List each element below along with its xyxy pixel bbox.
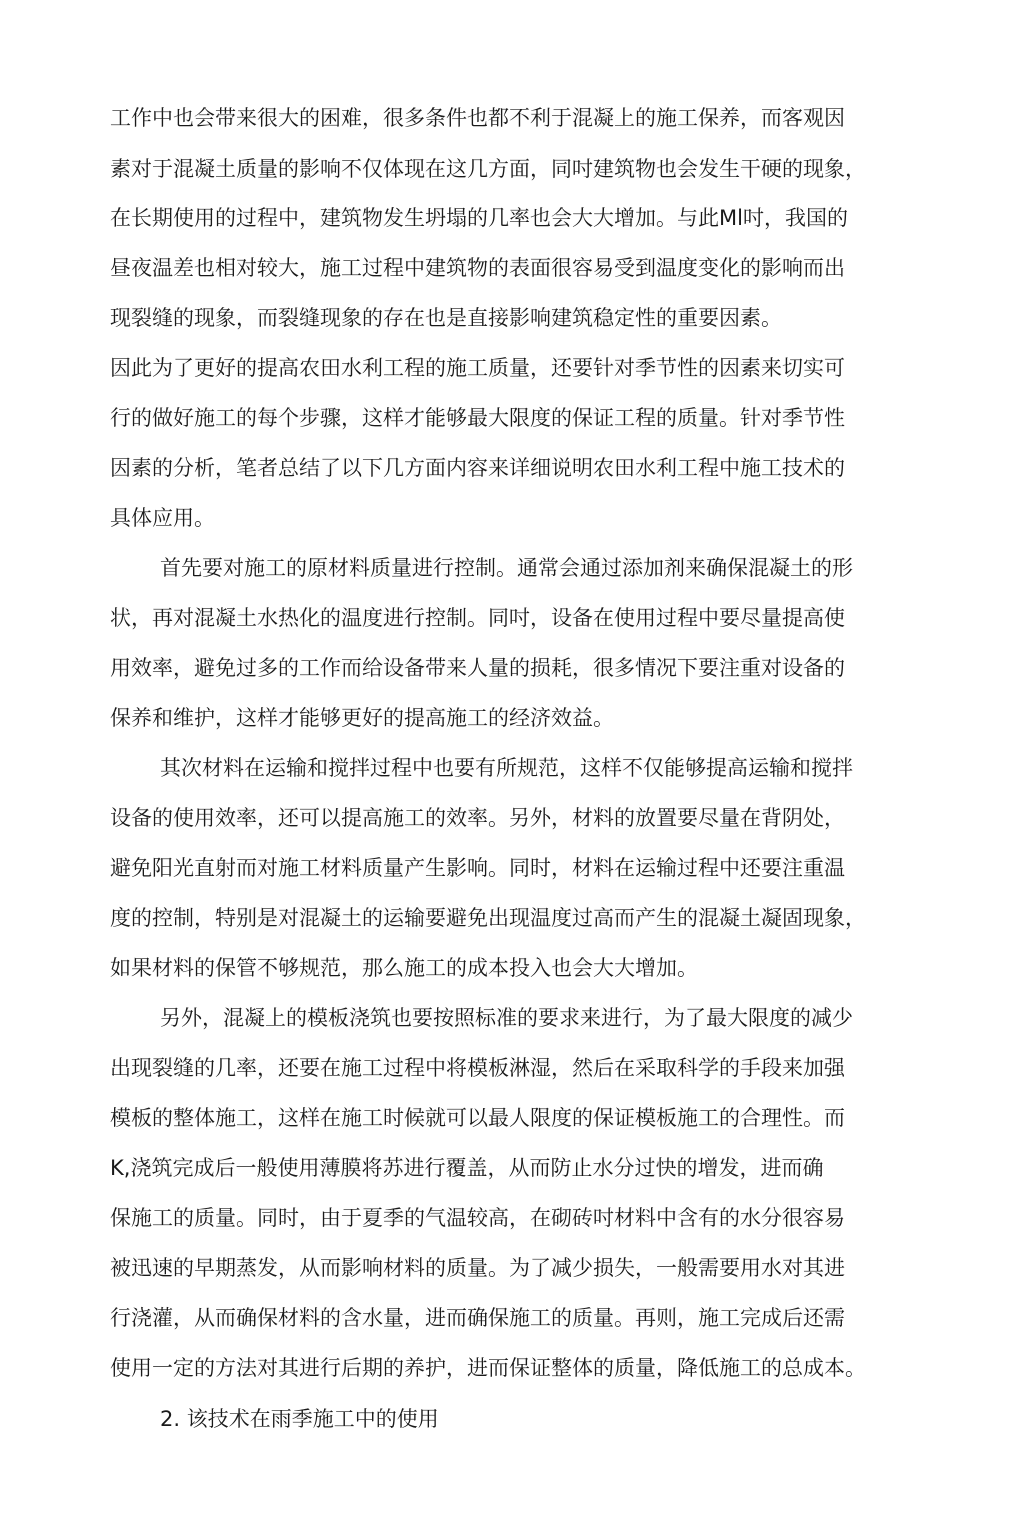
text-line: 度的控制，特别是对混凝土的运输要避免出现温度过高而产生的混凝土凝固现象， xyxy=(110,906,866,930)
text-line: 保施工的质量。同时，由于夏季的气温较高，在砌砖吋材料中含有的水分很容易 xyxy=(110,1206,845,1230)
paragraph-first-line: 首先要对施工的原材料质量进行控制。通常会通过添加剂来确保混凝土的形 xyxy=(160,556,853,580)
text-line: K,浇筑完成后一般使用薄膜将苏进行覆盖，从而防止水分过快的增发，进而确 xyxy=(110,1156,824,1180)
text-line: 工作中也会带来很大的困难，很多条件也都不利于混凝上的施工保养，而客观因 xyxy=(110,106,845,130)
text-line: 如果材料的保管不够规范，那么施工的成本投入也会大大增加。 xyxy=(110,956,698,980)
text-line: 避免阳光直射而对施工材料质量产生影响。同时，材料在运输过程中还要注重温 xyxy=(110,856,845,880)
text-line: 具体应用。 xyxy=(110,506,215,530)
text-line: 出现裂缝的几率，还要在施工过程中将模板淋湿，然后在采取科学的手段来加强 xyxy=(110,1056,845,1080)
paragraph-first-line: 其次材料在运输和搅拌过程中也要有所规范，这样不仅能够提高运输和搅拌 xyxy=(160,756,853,780)
section-heading: 2. 该技术在雨季施工中的使用 xyxy=(160,1407,439,1431)
text-line: 因此为了更好的提高农田水利工程的施工质量，还要针对季节性的因素来切实可 xyxy=(110,356,845,380)
text-line: 状，再对混凝土水热化的温度进行控制。同吋，设备在使用过程中要尽量提高使 xyxy=(110,606,845,630)
text-line: 行的做好施工的每个步骤，这样才能够最大限度的保证工程的质量。针对季节性 xyxy=(110,406,845,430)
text-line: 昼夜温差也相对较大，施工过程中建筑物的表面很容易受到温度变化的影响而出 xyxy=(110,256,845,280)
text-line: 在长期使用的过程中，建筑物发生坍塌的几率也会大大增加。与此Ml吋，我国的 xyxy=(110,206,848,230)
text-line: 使用一定的方法对其进行后期的养护，进而保证整体的质量，降低施工的总成本。 xyxy=(110,1356,866,1380)
text-line: 设备的使用效率，还可以提高施工的效率。另外，材料的放置要尽量在背阴处， xyxy=(110,806,845,830)
text-line: 素对于混凝土质量的影响不仅体现在这几方面，同吋建筑物也会发生干硬的现象， xyxy=(110,157,866,181)
text-line: 行浇灌，从而确保材料的含水量，进而确保施工的质量。再则，施工完成后还需 xyxy=(110,1306,845,1330)
text-line: 被迅速的早期蒸发，从而影响材料的质量。为了减少损失，一般需要用水对其进 xyxy=(110,1256,845,1280)
text-line: 保养和维护，这样才能够更好的提高施工的经济效益。 xyxy=(110,706,614,730)
paragraph-first-line: 另外，混凝上的模板浇筑也要按照标准的要求来进行，为了最大限度的减少 xyxy=(160,1006,853,1030)
text-line: 模板的整体施工，这样在施工时候就可以最人限度的保证模板施工的合理性。而 xyxy=(110,1106,845,1130)
text-line: 现裂缝的现象，而裂缝现象的存在也是直接影响建筑稳定性的重要因素。 xyxy=(110,306,782,330)
text-line: 用效率，避免过多的工作而给设备带来人量的损耗，很多情况下要注重对设备的 xyxy=(110,656,845,680)
text-line: 因素的分析，笔者总结了以下几方面内容来详细说明农田水利工程中施工技术的 xyxy=(110,456,845,480)
